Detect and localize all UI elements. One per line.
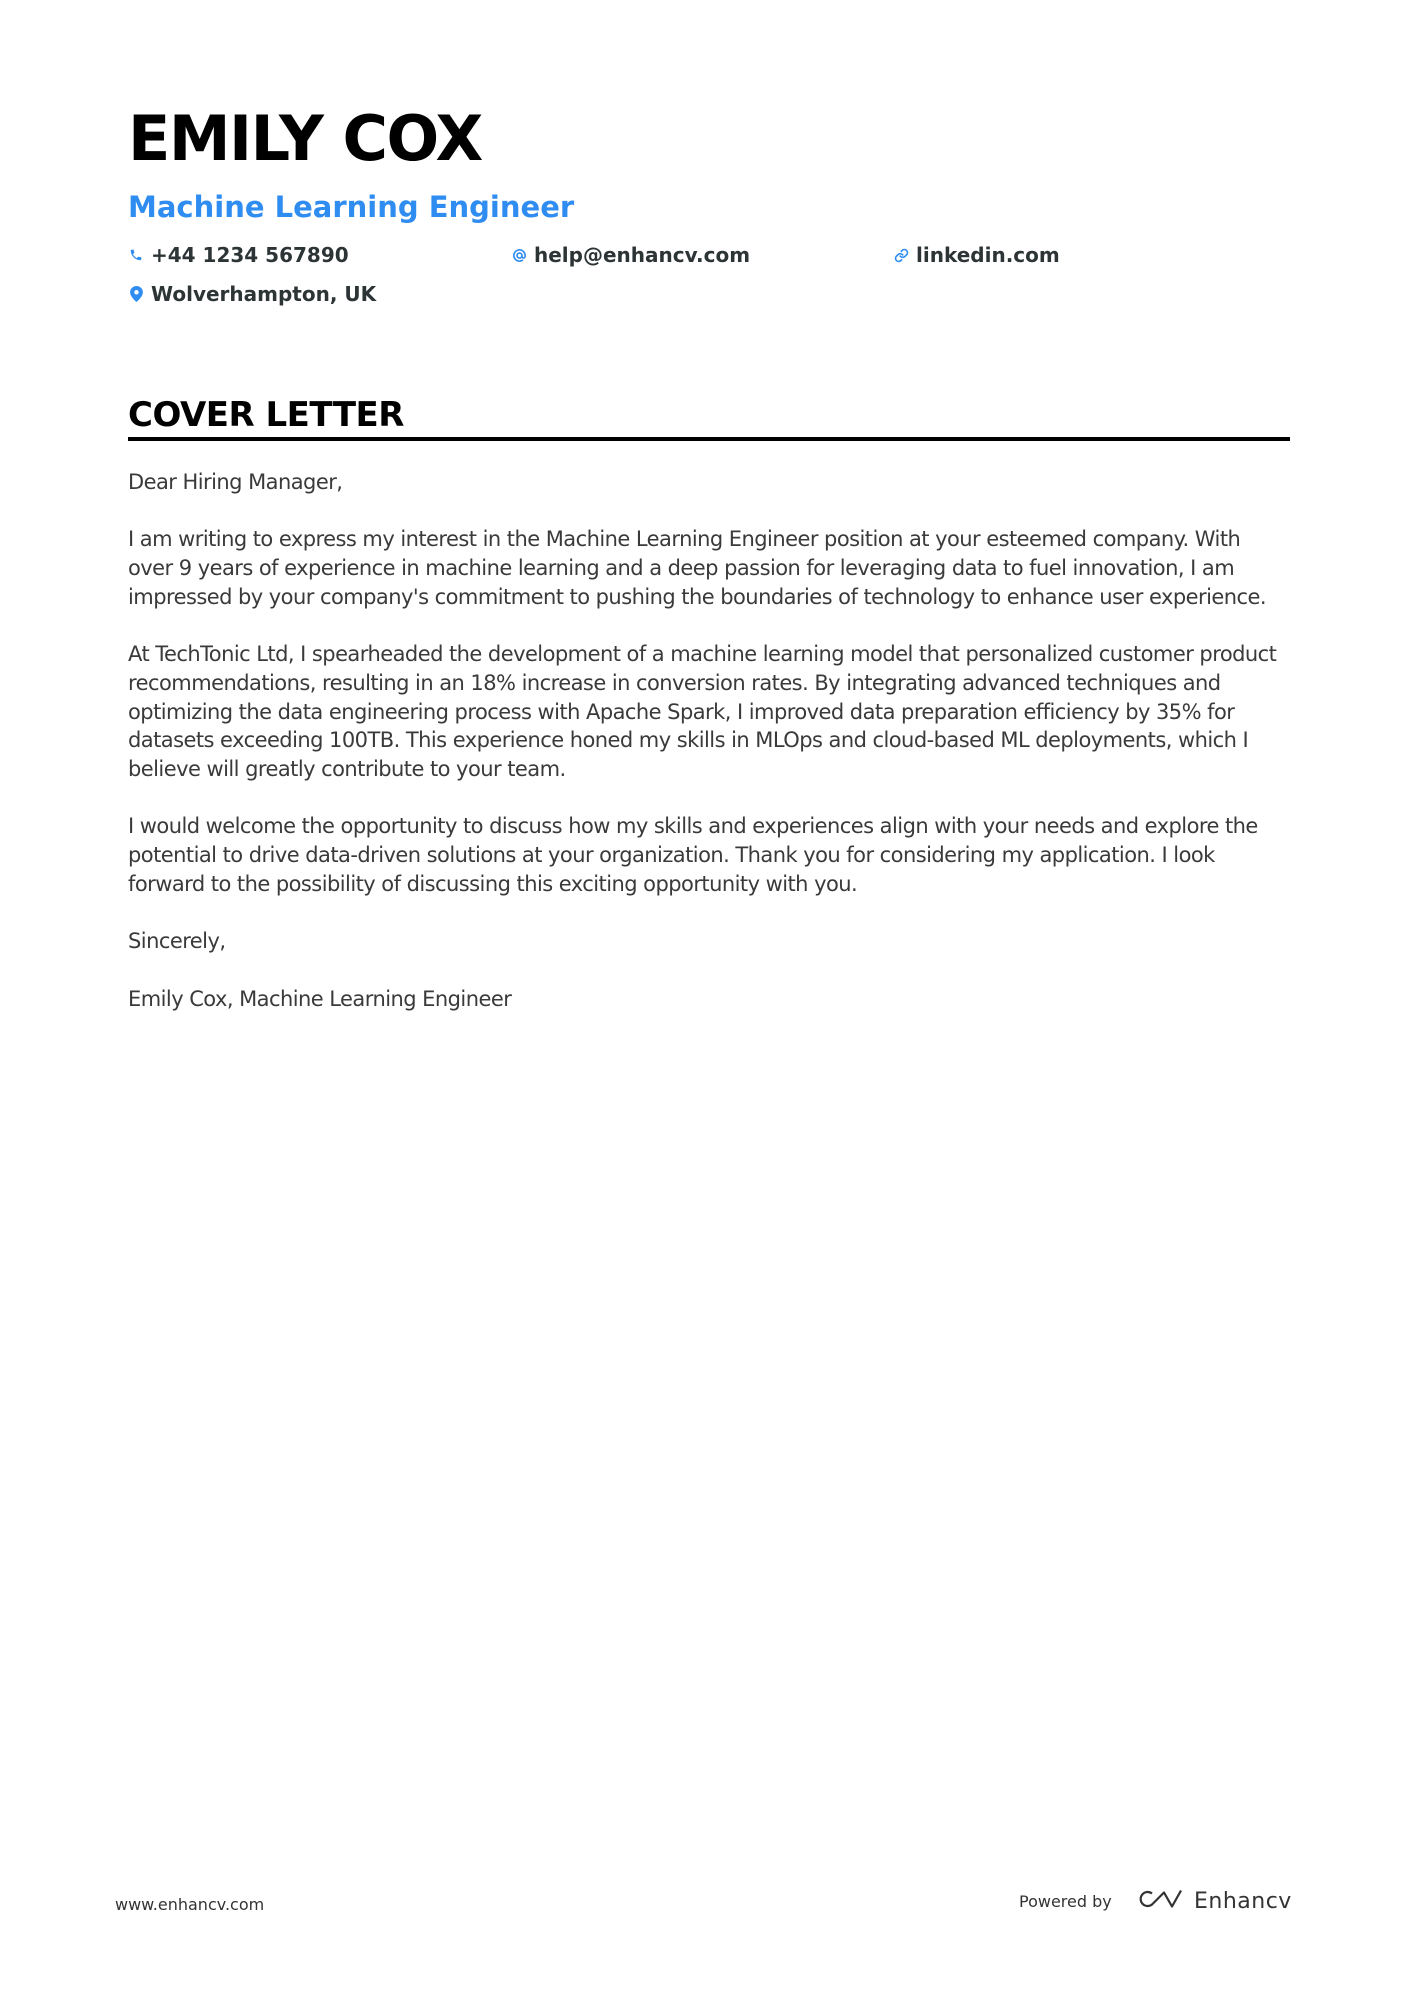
letter-paragraph: I would welcome the opportunity to discuss how my skills and experiences align with your needs and explore the potential to drive data-driven solutions at your organization. Thank you for considering my application. I look forward to the possibility of discussing this exciting opportunity with you. xyxy=(128,814,1258,896)
contact-email[interactable] xyxy=(511,245,750,265)
location-text: Wolverhampton, UK xyxy=(151,282,377,306)
letter-paragraph: I am writing to express my interest in the Machine Learning Engineer position at your esteemed company. With over 9 years of experience in machine learning and a deep passion for leveraging data to fuel innovation, I am impressed by your company's commitment to pushing the boundaries of technology to enhance user experience. xyxy=(128,527,1266,609)
letter-closing: Sincerely, xyxy=(128,929,226,954)
job-title: Machine Learning Engineer xyxy=(128,190,575,224)
footer-url[interactable]: www.enhancv.com xyxy=(115,1895,265,1914)
phone-icon xyxy=(128,245,144,265)
footer-powered-by: Powered by xyxy=(1019,1892,1112,1911)
email-text: help@enhancv.com xyxy=(534,243,751,267)
map-pin-icon xyxy=(128,284,144,304)
candidate-name: EMILY COX xyxy=(128,102,482,175)
footer-brand: Enhancv xyxy=(1194,1888,1292,1914)
contact-linkedin[interactable] xyxy=(893,245,1060,265)
phone-text: +44 1234 567890 xyxy=(151,243,349,267)
footer-logo[interactable] xyxy=(1138,1888,1292,1915)
at-icon xyxy=(511,245,527,265)
letter-greeting: Dear Hiring Manager, xyxy=(128,470,343,494)
link-icon xyxy=(893,245,909,265)
contact-location xyxy=(128,284,376,304)
section-divider xyxy=(128,437,1290,441)
letter-paragraph: At TechTonic Ltd, I spearheaded the development of a machine learning model that personalized customer product recommendations, resulting in an 18% increase in conversion rates. By integrating advanced techniques and optimizing the data engineering process with Apache Spark, I improved data preparation efficiency by 35% for datasets exceeding 100TB. This experience honed my skills in MLOps and cloud-based ML deployments, which I believe will greatly contribute to your team. xyxy=(128,642,1277,781)
linkedin-text: linkedin.com xyxy=(916,243,1060,267)
section-title: COVER LETTER xyxy=(128,395,404,435)
contact-phone[interactable] xyxy=(128,245,349,265)
enhancv-logo-icon xyxy=(1138,1888,1184,1915)
letter-body xyxy=(128,468,1290,1042)
letter-signature: Emily Cox, Machine Learning Engineer xyxy=(128,986,512,1011)
